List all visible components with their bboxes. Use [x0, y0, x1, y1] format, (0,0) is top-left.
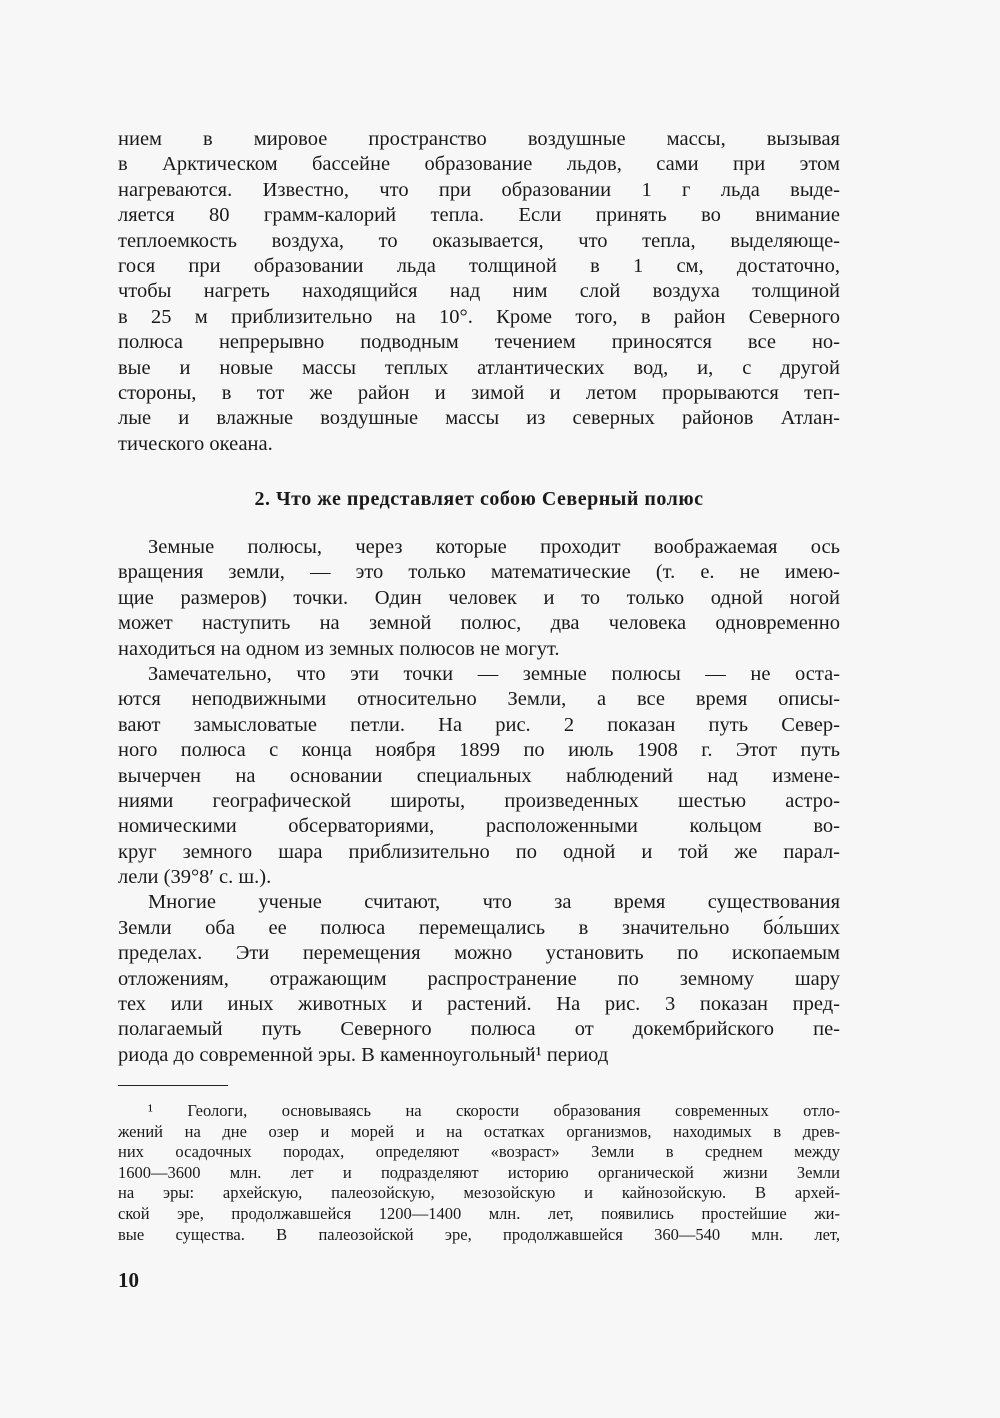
text-line: гося при образовании льда толщиной в 1 см, достаточно, — [118, 254, 840, 277]
text-line: щие размеров) точки. Один человек и то только одной ногой — [118, 586, 840, 609]
text-line: Многие ученые считают, что за время существования — [148, 891, 840, 914]
text-line: 1600—3600 млн. лет и подразделяют историю органической жизни Земли — [118, 1162, 840, 1182]
text-line: Земные полюсы, через которые проходит воображаемая ось — [148, 536, 840, 558]
text-line: может наступить на земной полюс, два человека одновременно — [118, 612, 840, 635]
text-line: нием в мировое пространство воздушные массы, вызывая — [118, 128, 840, 150]
text-line: Земли оба ее полюса перемещались в значительно бо́льших — [118, 916, 840, 939]
text-line: ного полюса с конца ноября 1899 по июль 1908 г. Этот путь — [118, 739, 840, 762]
text-line: чтобы нагреть находящийся над ним слой воздуха толщиной — [118, 280, 840, 303]
text-line: полюса непрерывно подводным течением приносятся все но- — [118, 331, 840, 354]
text-line: теплоемкость воздуха, то оказывается, что тепла, выделяюще- — [118, 229, 840, 252]
text-line: в 25 м приблизительно на 10°. Кроме того, в район Северного — [118, 305, 840, 328]
section-heading: 2. Что же представляет собою Северный полюс — [254, 488, 704, 510]
text-line: в Арктическом бассейне образование льдов, сами при этом — [118, 153, 840, 176]
text-line: вычерчен на основании специальных наблюдений над измене- — [118, 764, 840, 787]
text-line: нагреваются. Известно, что при образовании 1 г льда выде- — [118, 178, 840, 201]
text-line: ниями географической широты, произведенных шестью астро- — [118, 789, 840, 812]
section2-text — [118, 535, 840, 1068]
text-line: тического океана. — [118, 432, 273, 455]
text-line: вают замысловатые петли. На рис. 2 показан путь Север- — [118, 713, 840, 736]
text-line: находиться на одном из земных полюсов не могут. — [118, 637, 560, 660]
page-number: 10 — [118, 1268, 139, 1292]
text-line: лели (39°8′ с. ш.). — [118, 866, 272, 889]
text-line: пределах. Эти перемещения можно установить по ископаемым — [118, 942, 840, 965]
text-line: вые существа. В палеозойской эре, продолжавшейся 360—540 млн. лет, — [118, 1224, 840, 1244]
text-line: тех или иных животных и растений. На рис. 3 показан пред- — [118, 993, 840, 1016]
text-line: ются неподвижными относительно Земли, а все время описы- — [118, 688, 840, 711]
text-line: риода до современной эры. В каменноугольный¹ период — [118, 1043, 609, 1066]
text-line: круг земного шара приблизительно по одной и той же парал- — [118, 840, 840, 863]
text-line: жений на дне озер и морей и на остатках организмов, находимых в древ- — [118, 1121, 840, 1141]
text-line: полагаемый путь Северного полюса от докембрийского пе- — [118, 1018, 840, 1041]
text-line: вые и новые массы теплых атлантических вод, и, с другой — [118, 356, 840, 379]
text-line: Замечательно, что эти точки — земные полюсы — не оста- — [148, 662, 840, 685]
footnote — [118, 1101, 840, 1245]
text-line: ляется 80 грамм-калорий тепла. Если принять во внимание — [118, 204, 840, 227]
text-line: ¹ Геологи, основываясь на скорости образования современных отло- — [148, 1101, 840, 1120]
text-line: на эры: архейскую, палеозойскую, мезозойскую и кайнозойскую. В архей- — [118, 1183, 840, 1203]
text-line: ской эре, продолжавшейся 1200—1400 млн. лет, появились простейшие жи- — [118, 1203, 840, 1223]
text-line: номическими обсерваториями, расположенными кольцом во- — [118, 815, 840, 838]
text-line: стороны, в тот же район и зимой и летом прорываются теп- — [118, 381, 840, 404]
footnote-divider — [118, 1085, 228, 1086]
text-line: лые и влажные воздушные массы из северных районов Атлан- — [118, 407, 840, 430]
text-line: них осадочных породах, определяют «возраст» Земли в среднем между — [118, 1142, 840, 1162]
text-line: вращения земли, — это только математические (т. е. не имею- — [118, 561, 840, 584]
text-line: отложениям, отражающим распространение по земному шару — [118, 967, 840, 990]
section1-text — [118, 127, 840, 457]
